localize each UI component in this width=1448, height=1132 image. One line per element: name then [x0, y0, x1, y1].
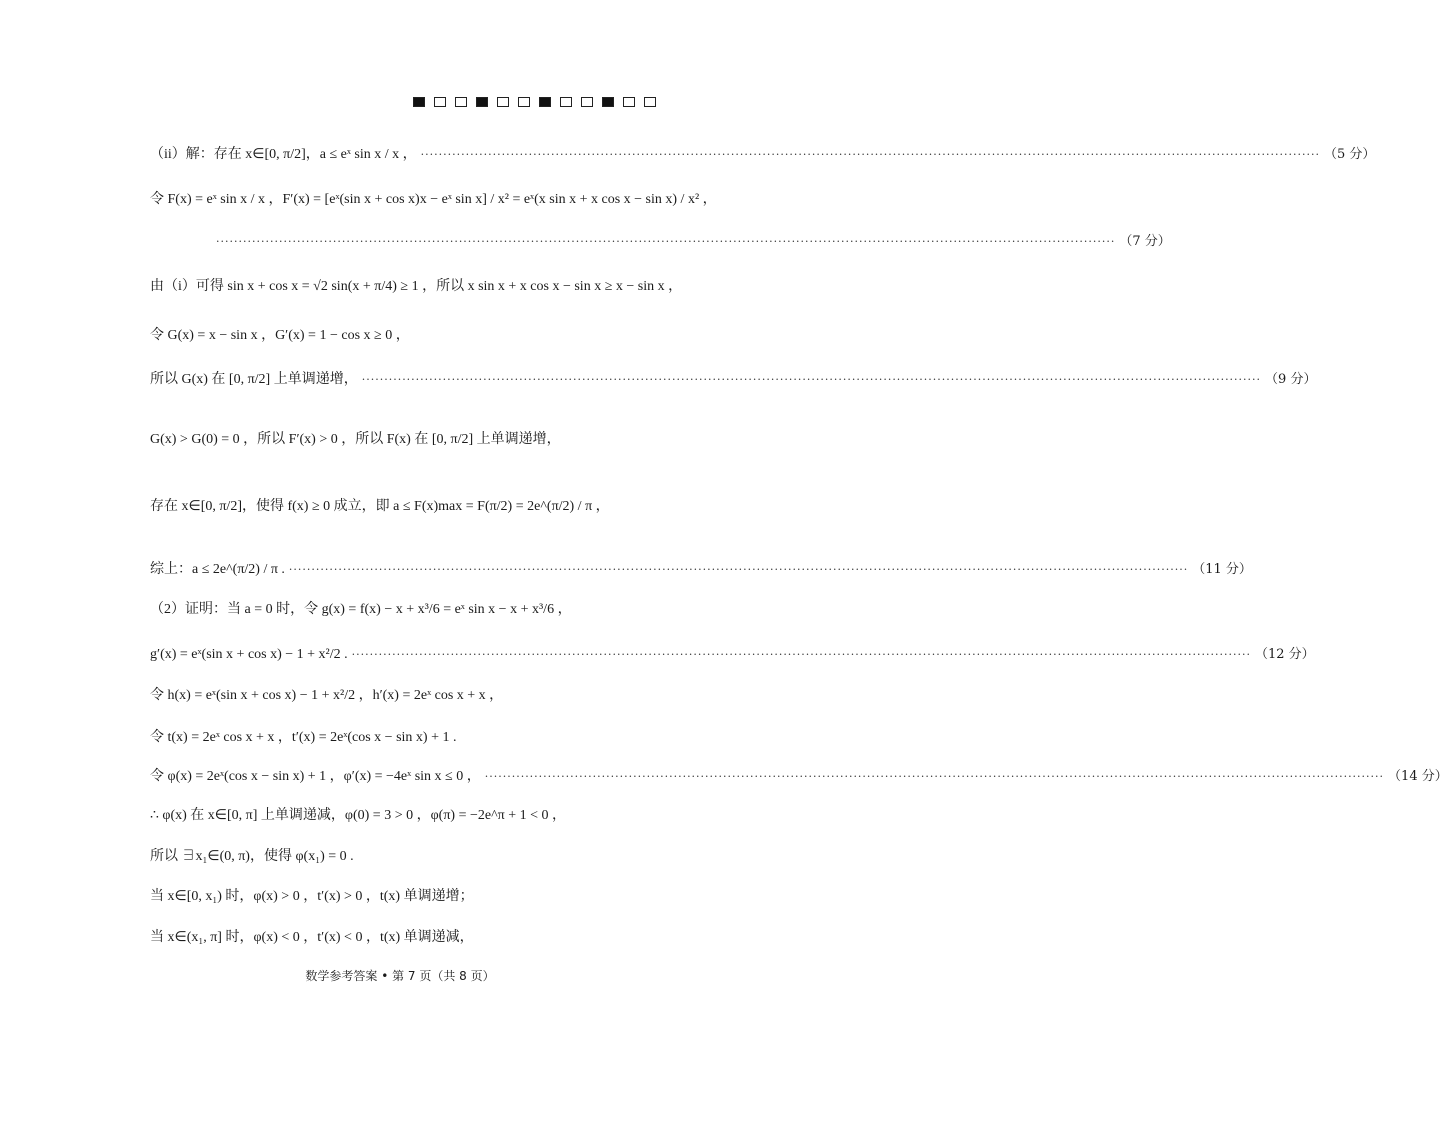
filled-square — [413, 97, 425, 107]
empty-square — [560, 97, 572, 107]
line-text: g′(x) = eˣ(sin x + cos x) − 1 + x²/2 . — [150, 647, 348, 662]
line-text: （2）证明：当 a = 0 时，令 g(x) = f(x) − x + x³/6 = eˣ sin x − x + x³/6 ， — [150, 602, 572, 617]
answer-line — [150, 430, 678, 450]
filled-square — [476, 97, 488, 107]
empty-square — [581, 97, 593, 107]
answer-line — [150, 145, 1376, 165]
line-text: 令 φ(x) = 2eˣ(cos x − sin x) + 1 ，φ′(x) = −4eˣ sin x ≤ 0 ， — [150, 769, 481, 784]
answer-line — [150, 806, 678, 826]
empty-square — [644, 97, 656, 107]
line-text: 综上：a ≤ 2e^(π/2) / π . — [150, 562, 285, 577]
score-mark: （5 分） — [1323, 147, 1376, 162]
score-mark: （12 分） — [1254, 647, 1315, 662]
line-text: 令 F(x) = eˣ sin x / x ，F′(x) = [eˣ(sin x + cos x)x − eˣ sin x] / x² = eˣ(x sin x + x cos x − sin x) / x² ， — [150, 192, 717, 207]
empty-square — [455, 97, 467, 107]
header-squares — [413, 97, 656, 107]
score-mark: （9 分） — [1265, 372, 1317, 387]
dot-leader: ········································································································································································································ — [361, 373, 1262, 386]
dot-leader: ········································································································································································································ — [216, 235, 1116, 248]
line-text: 所以 G(x) 在 [0, π/2] 上单调递增， — [150, 372, 358, 387]
line-text: 令 t(x) = 2eˣ cos x + x ，t′(x) = 2eˣ(cos x − sin x) + 1 . — [150, 730, 457, 745]
line-text: 当 x∈[0, x₁) 时，φ(x) > 0 ，t′(x) > 0 ，t(x) 单调递增； — [150, 889, 474, 904]
answer-line — [150, 190, 717, 210]
answer-line — [150, 326, 678, 346]
answer-line — [150, 686, 678, 706]
empty-square — [434, 97, 446, 107]
line-text: 由（i）可得 sin x + cos x = √2 sin(x + π/4) ≥ 1 ，所以 x sin x + x cos x − sin x ≥ x − sin x ， — [150, 279, 683, 294]
answer-line — [150, 728, 678, 748]
line-text: 所以 ∃x₁∈(0, π)，使得 φ(x₁) = 0 . — [150, 849, 354, 864]
answer-line — [150, 928, 678, 948]
answer-line — [150, 560, 1252, 580]
score-mark: （14 分） — [1388, 769, 1448, 784]
line-text: 存在 x∈[0, π/2]，使得 f(x) ≥ 0 成立，即 a ≤ F(x)max = F(π/2) = 2e^(π/2) / π ， — [150, 499, 610, 514]
dot-leader: ········································································································································································································ — [420, 148, 1320, 161]
empty-square — [623, 97, 635, 107]
answer-line — [150, 887, 678, 907]
answer-line — [150, 600, 678, 620]
answer-line — [150, 645, 1315, 665]
answer-line — [150, 497, 678, 517]
score-mark: （11 分） — [1192, 562, 1252, 577]
dot-leader: ········································································································································································································ — [351, 648, 1251, 661]
page-footer: 数学参考答案 • 第 7 页（共 8 页） — [305, 969, 495, 983]
line-text: G(x) > G(0) = 0 ，所以 F′(x) > 0 ，所以 F(x) 在 [0, π/2] 上单调递增， — [150, 432, 561, 447]
line-text: 令 G(x) = x − sin x ，G′(x) = 1 − cos x ≥ 0 ， — [150, 328, 410, 343]
score-mark: （7 分） — [1119, 234, 1171, 249]
line-text: 当 x∈(x₁, π] 时，φ(x) < 0 ，t′(x) < 0 ，t(x) 单调递减， — [150, 930, 474, 945]
empty-square — [497, 97, 509, 107]
answer-line — [212, 232, 1171, 252]
line-text: ∴ φ(x) 在 x∈[0, π] 上单调递减，φ(0) = 3 > 0 ，φ(π) = −2e^π + 1 < 0 ， — [150, 808, 567, 823]
line-text: （ii）解：存在 x∈[0, π/2]，a ≤ eˣ sin x / x ， — [150, 147, 417, 162]
answer-line — [150, 847, 678, 867]
answer-line — [150, 277, 683, 297]
answer-line — [150, 767, 1448, 787]
empty-square — [518, 97, 530, 107]
dot-leader: ········································································································································································································ — [484, 770, 1385, 783]
filled-square — [539, 97, 551, 107]
line-text: 令 h(x) = eˣ(sin x + cos x) − 1 + x²/2 ，h′(x) = 2eˣ cos x + x ， — [150, 688, 504, 703]
filled-square — [602, 97, 614, 107]
dot-leader: ········································································································································································································ — [288, 563, 1189, 576]
answer-line — [150, 370, 1317, 390]
